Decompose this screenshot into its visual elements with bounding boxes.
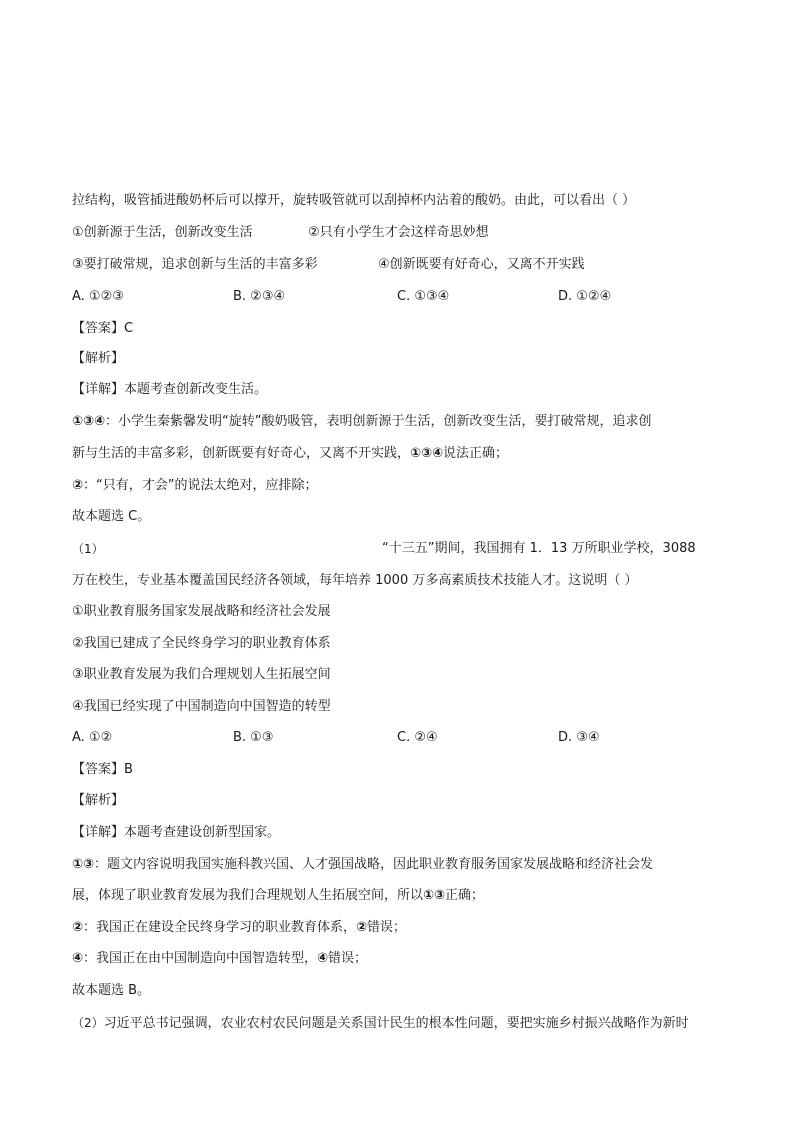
explanation-line (72, 446, 508, 462)
explanation-text: 正确； (445, 888, 485, 903)
explanation-line (72, 414, 652, 430)
option-b: B. ①③ (233, 730, 274, 745)
explanation-numbers: ①③④ (72, 414, 106, 429)
detail-label: 【详解】本题考查建设创新型国家。 (72, 825, 281, 840)
option-a: A. ①②③ (72, 289, 124, 304)
question-stem: “十三五”期间，我国拥有 1．13 万所职业学校，3088 (382, 541, 696, 556)
explanation-numbers: ② (356, 920, 368, 935)
explanation-text: 说法正确； (443, 446, 509, 461)
conclusion: 故本题选 B。 (72, 983, 151, 998)
statement-1: ①职业教育服务国家发展战略和经济社会发展 (72, 604, 331, 619)
explanation-numbers: ② (72, 920, 84, 935)
option-c: C. ②④ (397, 730, 438, 745)
statement-2: ②只有小学生才会这样奇思妙想 (308, 225, 489, 240)
explanation-text: 错误； (367, 920, 407, 935)
explanation-numbers: ④ (72, 951, 84, 966)
analysis-label: 【解析】 (72, 351, 125, 366)
question-stem: 万在校生，专业基本覆盖国民经济各领域，每年培养 1000 万多高素质技术技能人才。这说明（ ） (72, 573, 638, 588)
statement-2: ②我国已建成了全民终身学习的职业教育体系 (72, 636, 331, 651)
explanation-numbers: ①③④ (410, 446, 444, 461)
explanation-line (72, 857, 653, 873)
answer-label: 【答案】B (72, 762, 133, 777)
explanation-numbers: ② (72, 478, 84, 493)
explanation-text: ：题文内容说明我国实施科教兴国、人才强国战略，因此职业教育服务国家发展战略和经济社会发 (94, 857, 654, 872)
question-number: （2） (72, 1016, 104, 1030)
question-number: （1） (72, 542, 104, 556)
statement-3: ③要打破常规，追求创新与生活的丰富多彩 (72, 257, 318, 272)
explanation-text: 展，体现了职业教育发展为我们合理规划人生拓展空间，所以 (72, 888, 424, 903)
explanation-line (72, 920, 406, 936)
explanation-text: ：我国正在建设全民终身学习的职业教育体系， (83, 920, 357, 935)
question-stem-text: 习近平总书记强调，农业农村农民问题是关系国计民生的根本性问题，要把实施乡村振兴战略作为新时 (103, 1016, 689, 1031)
explanation-text: ：“只有，才会”的说法太绝对，应排除； (83, 478, 318, 493)
question-stem-tail: 拉结构，吸管插进酸奶杯后可以撑开，旋转吸管就可以刮掉杯内沾着的酸奶。由此，可以看出（ ） (72, 193, 636, 208)
option-d: D. ③④ (558, 730, 600, 745)
explanation-text: ：我国正在由中国制造向中国智造转型， (83, 951, 318, 966)
option-b: B. ②③④ (233, 289, 286, 304)
question-stem (72, 1015, 689, 1032)
statement-4: ④我国已经实现了中国制造向中国智造的转型 (72, 699, 331, 714)
explanation-text: ：小学生秦紫馨发明“旋转”酸奶吸管，表明创新源于生活，创新改变生活，要打破常规，追求创 (105, 414, 652, 429)
explanation-text: 新与生活的丰富多彩，创新既要有好奇心，又离不开实践， (72, 446, 411, 461)
option-a: A. ①② (72, 730, 113, 745)
detail-label: 【详解】本题考查创新改变生活。 (72, 382, 268, 397)
statement-3: ③职业教育发展为我们合理规划人生拓展空间 (72, 667, 331, 682)
analysis-label: 【解析】 (72, 793, 125, 808)
conclusion: 故本题选 C。 (72, 509, 151, 524)
option-c: C. ①③④ (397, 289, 450, 304)
explanation-line (72, 478, 318, 494)
explanation-line (72, 951, 367, 967)
statement-1: ①创新源于生活，创新改变生活 (72, 225, 253, 240)
explanation-line (72, 888, 484, 904)
option-d: D. ①②④ (558, 289, 612, 304)
explanation-numbers: ④ (317, 951, 329, 966)
explanation-text: 错误； (328, 951, 368, 966)
explanation-numbers: ①③ (72, 857, 95, 872)
explanation-numbers: ①③ (423, 888, 446, 903)
answer-label: 【答案】C (72, 321, 134, 336)
statement-4: ④创新既要有好奇心，又离不开实践 (378, 257, 585, 272)
